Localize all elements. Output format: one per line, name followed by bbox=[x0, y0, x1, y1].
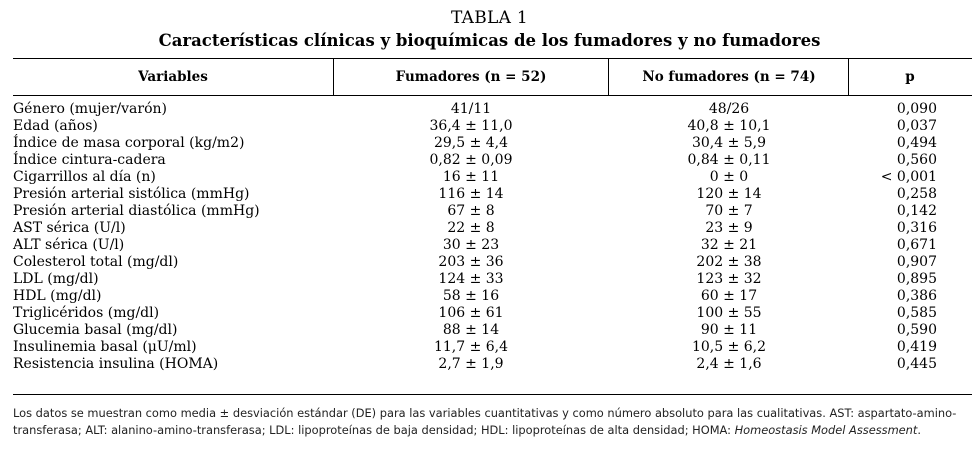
cell-no-fumadores: 70 ± 7 bbox=[705, 203, 753, 219]
cell-p: 0,590 bbox=[896, 322, 937, 338]
table-row bbox=[0, 322, 979, 339]
cell-no-fumadores: 32 ± 21 bbox=[700, 237, 758, 253]
table-row bbox=[0, 118, 979, 135]
footnote-end: . bbox=[917, 423, 921, 437]
table-title: Características clínicas y bioquímicas de los fumadores y no fumadores bbox=[158, 31, 821, 50]
cell-p: 0,907 bbox=[896, 254, 937, 270]
cell-no-fumadores: 90 ± 11 bbox=[700, 322, 758, 338]
cell-no-fumadores: 202 ± 38 bbox=[696, 254, 762, 270]
cell-fumadores: 88 ± 14 bbox=[442, 322, 500, 338]
cell-variable: Colesterol total (mg/dl) bbox=[13, 254, 179, 270]
cell-no-fumadores: 2,4 ± 1,6 bbox=[696, 356, 762, 372]
footnote-italic: Homeostasis Model Assessment bbox=[734, 423, 918, 437]
table-row bbox=[0, 288, 979, 305]
cell-variable: ALT sérica (U/l) bbox=[13, 237, 125, 253]
cell-no-fumadores: 40,8 ± 10,1 bbox=[687, 118, 771, 134]
table-row bbox=[0, 356, 979, 373]
cell-fumadores: 2,7 ± 1,9 bbox=[438, 356, 504, 372]
cell-p: 0,560 bbox=[896, 152, 937, 168]
cell-fumadores: 29,5 ± 4,4 bbox=[433, 135, 509, 151]
cell-fumadores: 22 ± 8 bbox=[447, 220, 495, 236]
table-footnote bbox=[13, 405, 968, 439]
header-bottom-rule bbox=[13, 95, 972, 96]
cell-no-fumadores: 10,5 ± 6,2 bbox=[691, 339, 767, 355]
cell-fumadores: 203 ± 36 bbox=[438, 254, 504, 270]
cell-variable: Presión arterial sistólica (mmHg) bbox=[13, 186, 250, 202]
cell-p: 0,494 bbox=[896, 135, 937, 151]
cell-fumadores: 41/11 bbox=[450, 101, 492, 117]
cell-p: 0,258 bbox=[896, 186, 937, 202]
bottom-rule bbox=[13, 394, 972, 395]
cell-variable: Glucemia basal (mg/dl) bbox=[13, 322, 178, 338]
header-fumadores: Fumadores (n = 52) bbox=[395, 68, 547, 85]
table-row bbox=[0, 237, 979, 254]
cell-variable: HDL (mg/dl) bbox=[13, 288, 102, 304]
table-row bbox=[0, 305, 979, 322]
cell-no-fumadores: 0 ± 0 bbox=[709, 169, 749, 185]
cell-p: 0,895 bbox=[896, 271, 937, 287]
cell-fumadores: 58 ± 16 bbox=[442, 288, 500, 304]
cell-variable: Cigarrillos al día (n) bbox=[13, 169, 156, 185]
cell-fumadores: 0,82 ± 0,09 bbox=[429, 152, 513, 168]
cell-p: 0,090 bbox=[896, 101, 937, 117]
cell-p: 0,671 bbox=[896, 237, 937, 253]
table-row bbox=[0, 101, 979, 118]
cell-no-fumadores: 23 ± 9 bbox=[705, 220, 753, 236]
cell-p: 0,037 bbox=[896, 118, 937, 134]
header-divider bbox=[333, 58, 334, 95]
cell-no-fumadores: 100 ± 55 bbox=[696, 305, 762, 321]
table-row bbox=[0, 271, 979, 288]
table-row bbox=[0, 135, 979, 152]
header-variables: Variables bbox=[138, 68, 208, 85]
cell-variable: Índice de masa corporal (kg/m2) bbox=[13, 135, 245, 151]
cell-fumadores: 116 ± 14 bbox=[438, 186, 504, 202]
cell-p: < 0,001 bbox=[880, 169, 937, 185]
cell-no-fumadores: 120 ± 14 bbox=[696, 186, 762, 202]
cell-variable: Insulinemia basal (μU/ml) bbox=[13, 339, 197, 355]
cell-variable: Resistencia insulina (HOMA) bbox=[13, 356, 219, 372]
table-row bbox=[0, 169, 979, 186]
cell-p: 0,142 bbox=[896, 203, 937, 219]
cell-fumadores: 106 ± 61 bbox=[438, 305, 504, 321]
cell-p: 0,316 bbox=[896, 220, 937, 236]
cell-no-fumadores: 0,84 ± 0,11 bbox=[687, 152, 771, 168]
cell-no-fumadores: 123 ± 32 bbox=[696, 271, 762, 287]
footnote-text: Los datos se muestran como media ± desviación estándar (DE) para las variables cuantitativas y como número absoluto para las cualitativas. AST: aspartato-amino-transferasa; ALT: alanino-amino-transferasa; LDL: lipoproteínas de baja densidad; HDL: lipoproteínas de alta densidad; HOMA: bbox=[13, 406, 957, 437]
cell-p: 0,419 bbox=[896, 339, 937, 355]
table-row bbox=[0, 203, 979, 220]
table-row bbox=[0, 220, 979, 237]
cell-p: 0,386 bbox=[896, 288, 937, 304]
header-p: p bbox=[905, 68, 915, 85]
cell-p: 0,445 bbox=[896, 356, 937, 372]
cell-fumadores: 11,7 ± 6,4 bbox=[433, 339, 509, 355]
table-number: TABLA 1 bbox=[450, 8, 529, 28]
cell-variable: Presión arterial diastólica (mmHg) bbox=[13, 203, 260, 219]
cell-no-fumadores: 48/26 bbox=[708, 101, 750, 117]
cell-variable: Índice cintura-cadera bbox=[13, 152, 166, 168]
table-body bbox=[0, 101, 979, 373]
cell-fumadores: 67 ± 8 bbox=[447, 203, 495, 219]
table-row bbox=[0, 186, 979, 203]
cell-no-fumadores: 30,4 ± 5,9 bbox=[691, 135, 767, 151]
header-divider bbox=[608, 58, 609, 95]
cell-variable: Género (mujer/varón) bbox=[13, 101, 167, 117]
cell-fumadores: 30 ± 23 bbox=[442, 237, 500, 253]
cell-fumadores: 36,4 ± 11,0 bbox=[429, 118, 513, 134]
cell-fumadores: 16 ± 11 bbox=[442, 169, 500, 185]
cell-fumadores: 124 ± 33 bbox=[438, 271, 504, 287]
cell-variable: Triglicéridos (mg/dl) bbox=[13, 305, 160, 321]
table-row bbox=[0, 339, 979, 356]
cell-variable: LDL (mg/dl) bbox=[13, 271, 99, 287]
table-row bbox=[0, 152, 979, 169]
cell-no-fumadores: 60 ± 17 bbox=[700, 288, 758, 304]
cell-p: 0,585 bbox=[896, 305, 937, 321]
cell-variable: AST sérica (U/l) bbox=[13, 220, 126, 236]
table-row bbox=[0, 254, 979, 271]
cell-variable: Edad (años) bbox=[13, 118, 98, 134]
header-no-fumadores: No fumadores (n = 74) bbox=[642, 68, 816, 85]
